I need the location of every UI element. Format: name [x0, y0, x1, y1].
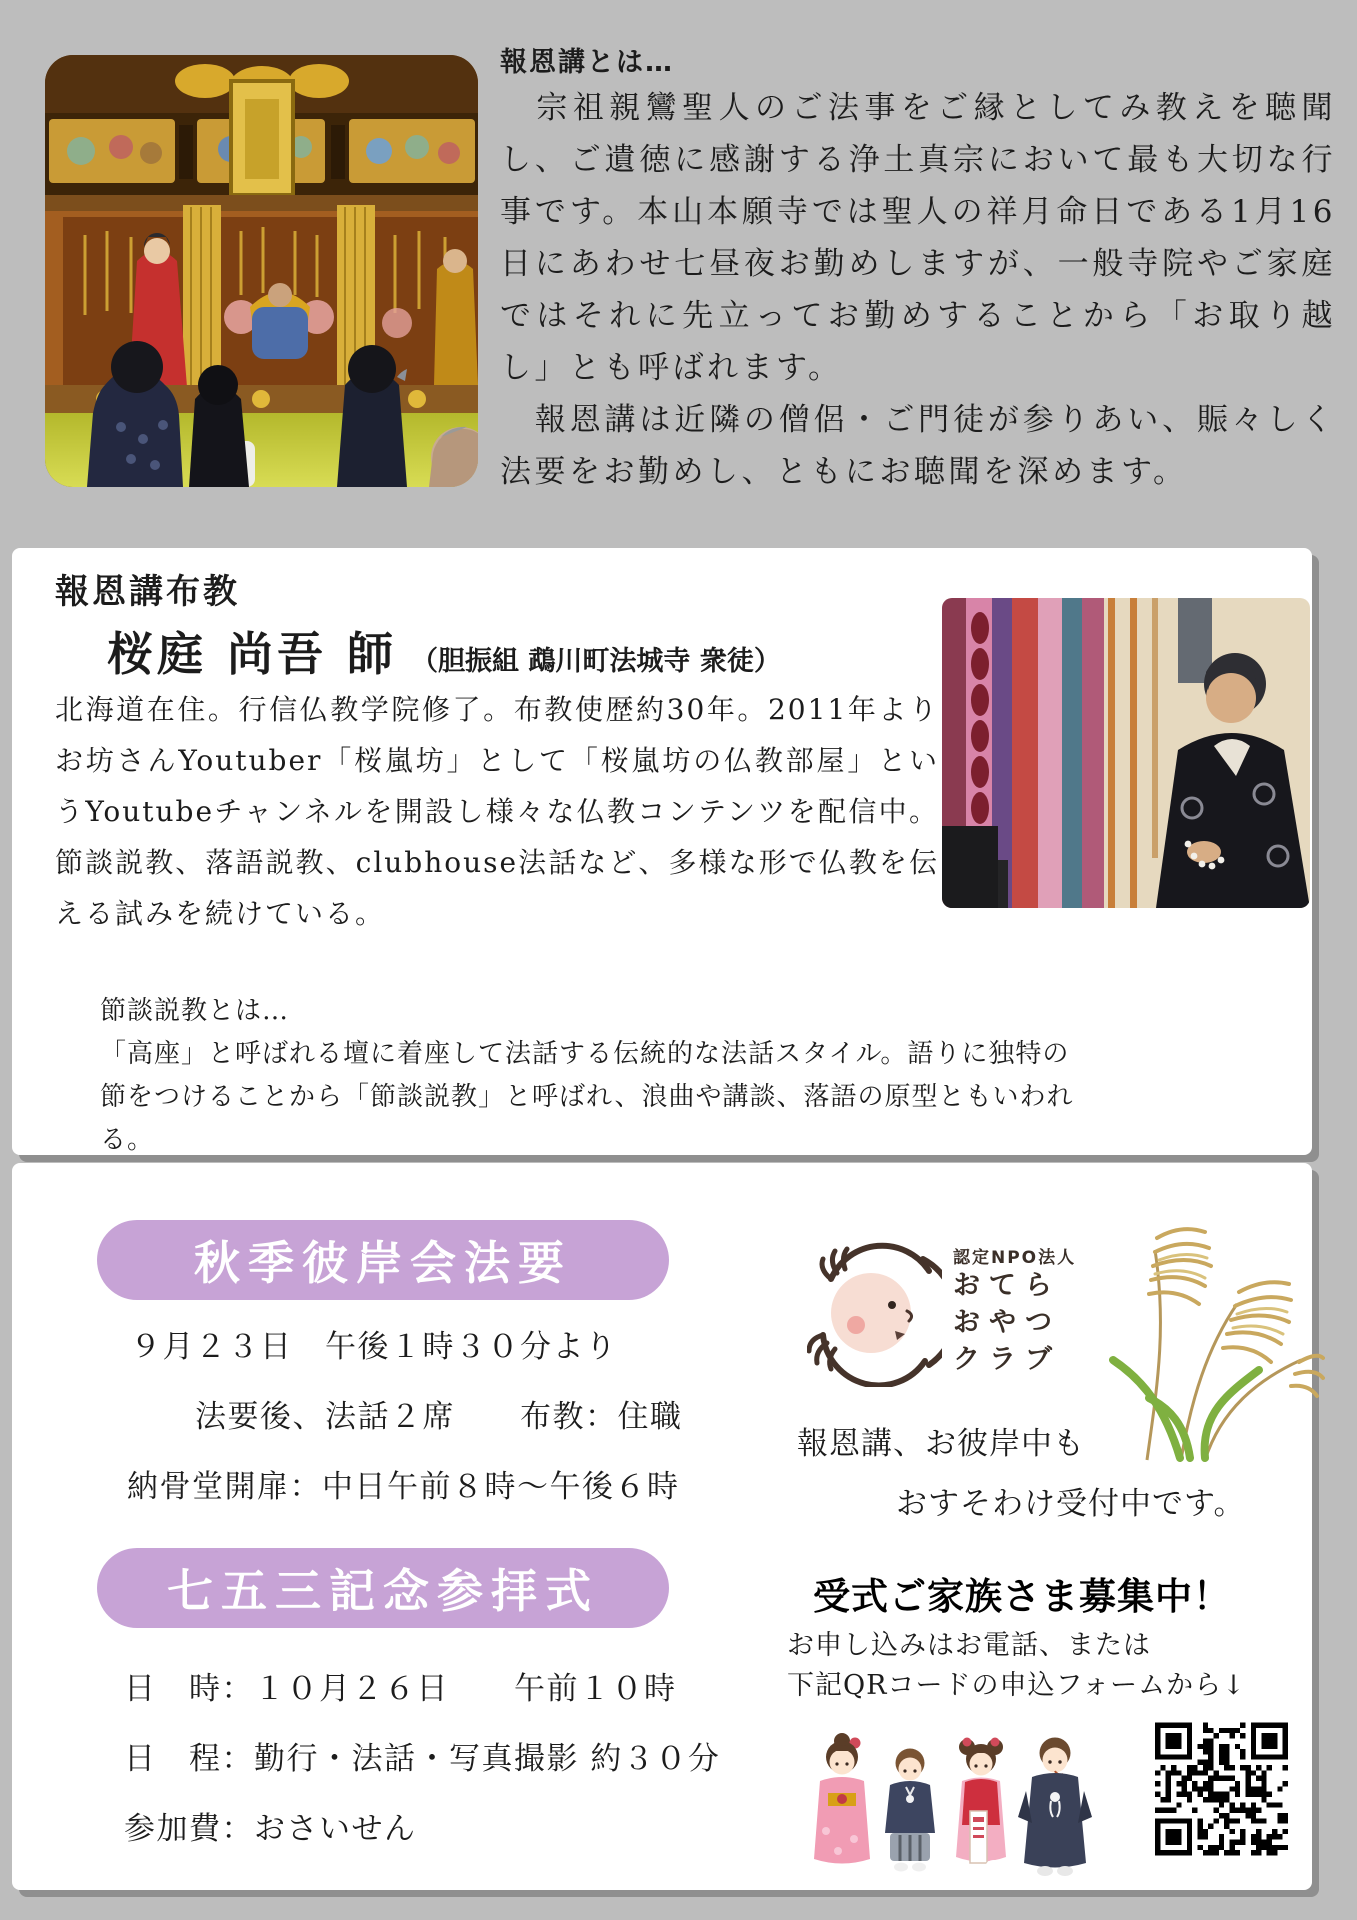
higan-date-line: ９月２３日 午後１時３０分より — [130, 1329, 618, 1365]
shichigosan-program-line: 日 程：勤行・法話・写真撮影 約３０分 — [124, 1741, 721, 1777]
preacher-photo — [942, 598, 1310, 908]
sermon-note — [100, 990, 1092, 1162]
higan-ossuary-line: 納骨堂開扉：中日午前８時～午後６時 — [127, 1469, 680, 1505]
events-card — [12, 1163, 1312, 1890]
preacher-name-row — [107, 618, 781, 684]
shichigosan-children-icon — [802, 1731, 1122, 1881]
temple-hall-photo — [45, 55, 478, 487]
higan-program-line: 法要後、法話２席 布教：住職 — [195, 1399, 683, 1435]
osusowake-message-line-2: おすそわけ受付中です。 — [896, 1486, 1246, 1522]
preacher-section-title: 報恩講布教 — [55, 572, 240, 612]
shichigosan-date-line: 日 時：１０月２６日 午前１０時 — [124, 1671, 677, 1707]
npo-type-label: 認定NPO法人 — [953, 1248, 1077, 1268]
intro-paragraphs — [500, 82, 1336, 498]
recruit-title: 受式ご家族さま募集中！ — [813, 1575, 1231, 1618]
intro-paragraph-2: 報恩講は近隣の僧侶・ご門徒が参りあい、賑々しく法要をお勤めし、ともにお聴聞を深めます。 — [500, 402, 1336, 490]
oyatsu-name-line-3: クラブ — [953, 1344, 1061, 1375]
temple-hall-illustration — [45, 55, 478, 487]
qr-code — [1155, 1719, 1288, 1859]
osusowake-message-line-1: 報恩講、お彼岸中も — [797, 1426, 1085, 1462]
qr-code-pattern — [1155, 1719, 1288, 1859]
intro-title: 報恩講とは… — [500, 47, 674, 78]
children-illustration — [802, 1731, 1122, 1881]
oyatsu-name-line-2: おやつ — [953, 1307, 1061, 1338]
otera-oyatsu-club-logo-icon — [807, 1237, 942, 1387]
hands-and-baby-logo — [807, 1237, 942, 1387]
shichigosan-banner — [97, 1548, 669, 1628]
recruit-line-2: 下記QRコードの申込フォームから↓ — [787, 1670, 1246, 1701]
otera-oyatsu-club-name — [953, 1267, 1061, 1378]
preacher-name: 桜庭 尚吾 師 — [107, 627, 398, 681]
sermon-note-title: 節談説教とは… — [100, 996, 290, 1026]
higan-banner-label: 秋季彼岸会法要 — [194, 1236, 572, 1290]
preacher-affiliation: （胆振組 鵡川町法城寺 衆徒） — [411, 646, 781, 677]
intro-paragraph-1: 宗祖親鸞聖人のご法事をご縁としてみ教えを聴聞し、ご遺徳に感謝する浄土真宗において最も大切な行事です。本山本願寺では聖人の祥月命日である1月16日にあわせ七昼夜お勤めしますが、一般寺院やご家庭ではそれに先立ってお勤めすることから「お取り越し」とも呼ばれます。 — [500, 90, 1336, 386]
higan-banner — [97, 1220, 669, 1300]
preacher-card — [12, 548, 1312, 1155]
sermon-note-body: 「高座」と呼ばれる壇に着座して法話する伝統的な法話スタイル。語りに独特の節をつけることから「節談説教」と呼ばれ、浪曲や講談、落語の原型ともいわれる。 — [100, 1039, 1074, 1155]
shichigosan-banner-label: 七五三記念参拝式 — [167, 1564, 599, 1618]
oyatsu-name-line-1: おてら — [953, 1270, 1061, 1301]
pampas-grass-icon — [1085, 1208, 1325, 1463]
shichigosan-fee-line: 参加費：おさいせん — [124, 1811, 417, 1847]
preacher-bio: 北海道在住。行信仏教学院修了。布教使歴約30年。2011年よりお坊さんYoutuber「桜嵐坊」として「桜嵐坊の仏教部屋」というYoutubeチャンネルを開設し様々な仏教コンテンツを配信中。節談説教、落語説教、clubhouse法話など、多様な形で仏教を伝える試みを続けている。 — [55, 693, 939, 930]
preacher-illustration — [942, 598, 1310, 908]
recruit-line-1: お申し込みはお電話、または — [787, 1630, 1151, 1661]
pampas-grass-illustration — [1085, 1208, 1325, 1463]
